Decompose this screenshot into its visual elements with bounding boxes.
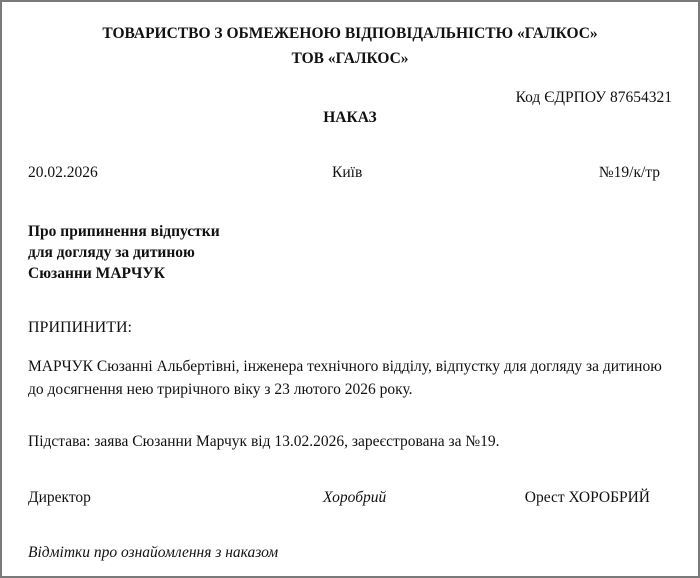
signature: Хоробрий bbox=[323, 489, 387, 506]
order-subject bbox=[28, 221, 220, 284]
edrpou-code: Код ЄДРПОУ 87654321 bbox=[515, 89, 672, 106]
order-city: Київ bbox=[332, 164, 363, 181]
subject-line: Про припинення відпустки bbox=[28, 223, 220, 240]
organization-short-name: ТОВ «ГАЛКОС» bbox=[291, 50, 409, 67]
subject-line: для догляду за дитиною bbox=[28, 244, 195, 261]
order-basis: Підстава: заява Сюзанни Марчук від 13.02.2026, зареєстрована за №19. bbox=[28, 433, 500, 450]
subject-line: Сюзанни МАРЧУК bbox=[28, 265, 165, 282]
action-heading: ПРИПИНИТИ: bbox=[28, 319, 132, 336]
order-date: 20.02.2026 bbox=[28, 164, 98, 181]
order-body-text: МАРЧУК Сюзанні Альбертівні, інженера технічного відділу, відпустку для догляду за дитиною до досягнення нею трирічного віку з 23 лютого 2026 року. bbox=[28, 358, 662, 398]
signer-name: Орест ХОРОБРИЙ bbox=[524, 489, 650, 506]
signer-position: Директор bbox=[28, 489, 91, 506]
acknowledgement-note: Відмітки про ознайомлення з наказом bbox=[28, 544, 279, 561]
document-title: НАКАЗ bbox=[323, 109, 377, 126]
organization-full-name: ТОВАРИСТВО З ОБМЕЖЕНОЮ ВІДПОВІДАЛЬНІСТЮ «ГАЛКОС» bbox=[102, 25, 598, 42]
order-number: №19/к/тр bbox=[598, 164, 660, 181]
